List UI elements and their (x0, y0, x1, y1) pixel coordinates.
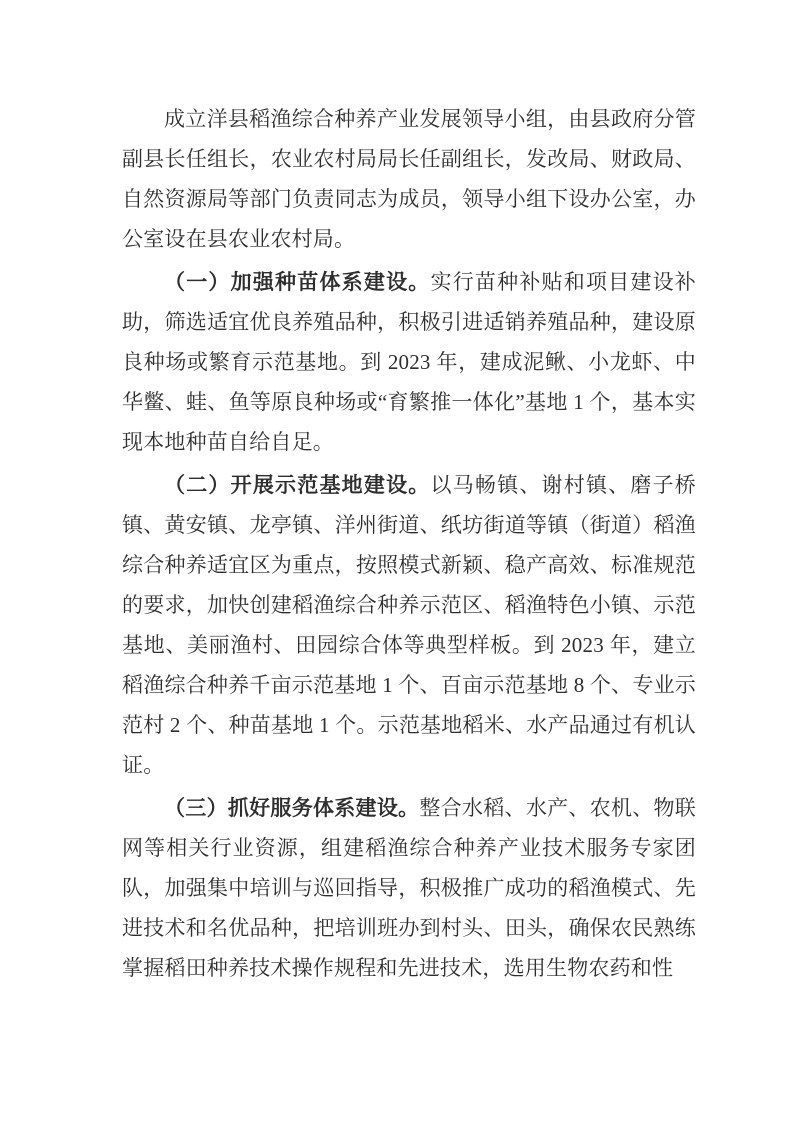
document-body (122, 99, 696, 988)
paragraph (122, 465, 696, 785)
paragraph-body: 以马畅镇、谢村镇、磨子桥镇、黄安镇、龙亭镇、洋州街道、纸坊街道等镇（街道）稻渔综合种养适宜区为重点，按照模式新颖、稳产高效、标准规范的要求，加快创建稻渔综合种养示范区、稻渔特色小镇、示范基地、美丽渔村、田园综合体等典型样板。到 2023 年，建立稻渔综合种养千亩示范基地 1 个、百亩示范基地 8 个、专业示范村 2 个、种苗基地 1 个。示范基地稻米、水产品通过有机认证。 (122, 473, 696, 777)
paragraph (122, 99, 696, 259)
paragraph-body: 实行苗种补贴和项目建设补助，筛选适宜优良养殖品种，积极引进适销养殖品种，建设原良种场或繁育示范基地。到 2023 年，建成泥鳅、小龙虾、中华鳖、蛙、鱼等原良种场或“育繁推一体化”基地 1 个，基本实现本地种苗自给自足。 (122, 270, 696, 454)
paragraph-heading: （二）开展示范基地建设。 (164, 473, 431, 497)
paragraph (122, 788, 696, 988)
paragraph (122, 262, 696, 462)
paragraph-body: 整合水稻、水产、农机、物联网等相关行业资源，组建稻渔综合种养产业技术服务专家团队，加强集中培训与巡回指导，积极推广成功的稻渔模式、先进技术和名优品种，把培训班办到村头、田头，确保农民熟练掌握稻田种养技术操作规程和先进技术，选用生物农药和性 (122, 796, 696, 980)
paragraph-heading: （一）加强种苗体系建设。 (164, 270, 431, 294)
paragraph-heading: （三）抓好服务体系建设。 (164, 796, 420, 820)
paragraph-body: 成立洋县稻渔综合种养产业发展领导小组，由县政府分管副县长任组长，农业农村局局长任副组长，发改局、财政局、自然资源局等部门负责同志为成员，领导小组下设办公室，办公室设在县农业农村局。 (122, 107, 696, 251)
